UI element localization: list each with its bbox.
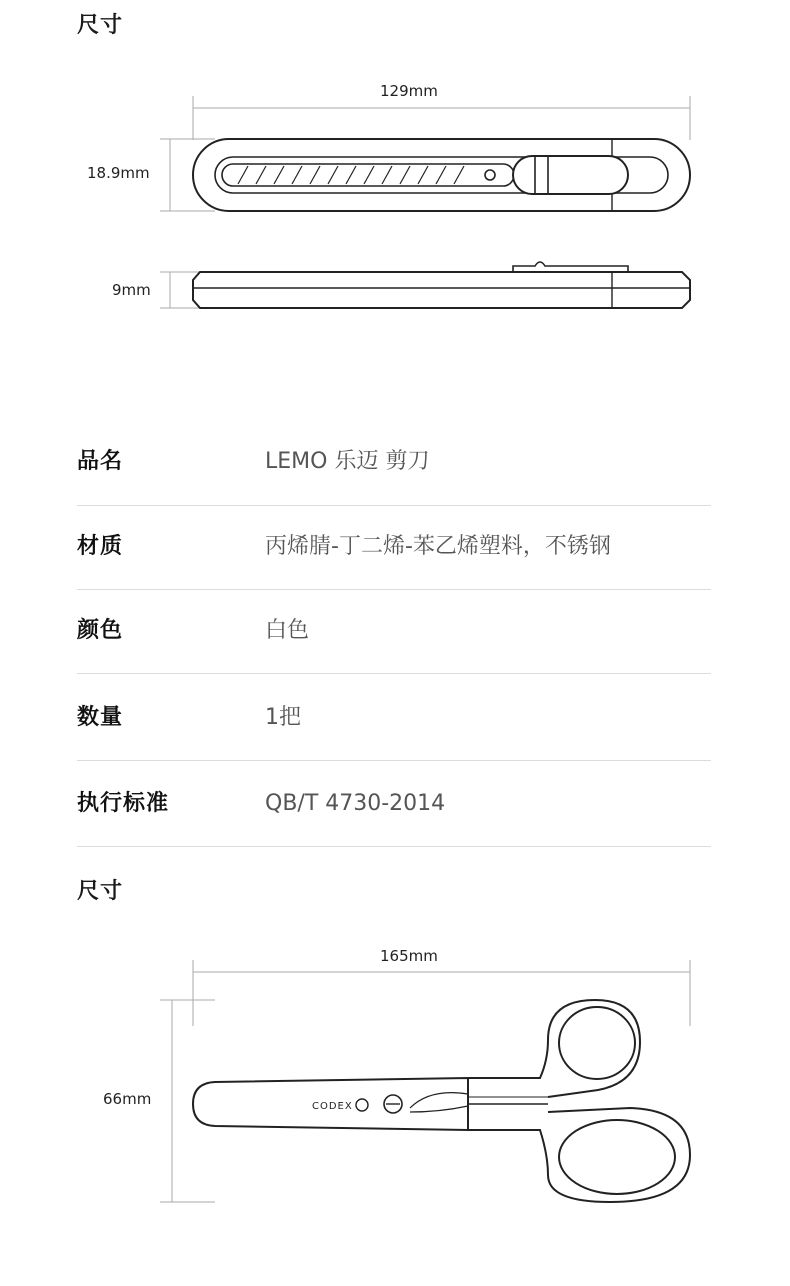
spec-row-quantity [77, 676, 711, 760]
knife-thickness-label: 9mm [112, 281, 151, 299]
spec-row-color [77, 589, 711, 673]
scissors-section-title: 尺寸 [77, 879, 124, 904]
knife-drawing [0, 0, 790, 330]
scissors-height-label: 66mm [103, 1090, 152, 1108]
scissors-outline [193, 1000, 690, 1202]
spec-divider [77, 760, 711, 761]
knife-section-title: 尺寸 [77, 13, 124, 38]
knife-side-view [193, 262, 690, 308]
spec-label: 执行标准 [77, 791, 170, 816]
spec-row-standard [77, 762, 711, 846]
scissors-drawing [0, 930, 790, 1230]
scissors-length-label: 165mm [380, 947, 438, 965]
spec-label: 材质 [77, 534, 124, 559]
scissors-brand-mark: CODEX [312, 1101, 353, 1112]
spec-value: QB/T 4730-2014 [265, 791, 446, 816]
knife-dimension-guides [160, 96, 690, 308]
spec-divider [77, 673, 711, 674]
spec-value: 白色 [265, 618, 310, 643]
spec-value: LEMO 乐迈 剪刀 [265, 449, 430, 474]
knife-top-view [193, 139, 690, 211]
spec-divider [77, 846, 711, 847]
knife-length-label: 129mm [380, 82, 438, 100]
brand-logo-icon [356, 1099, 368, 1111]
spec-row-name [77, 420, 711, 504]
spec-label: 颜色 [77, 618, 124, 643]
spec-value: 1把 [265, 705, 301, 730]
spec-value: 丙烯腈-丁二烯-苯乙烯塑料，不锈钢 [265, 534, 611, 559]
spec-label: 数量 [77, 705, 124, 730]
spec-label: 品名 [77, 449, 124, 474]
spec-row-material [77, 505, 711, 589]
knife-height-label: 18.9mm [87, 164, 150, 182]
